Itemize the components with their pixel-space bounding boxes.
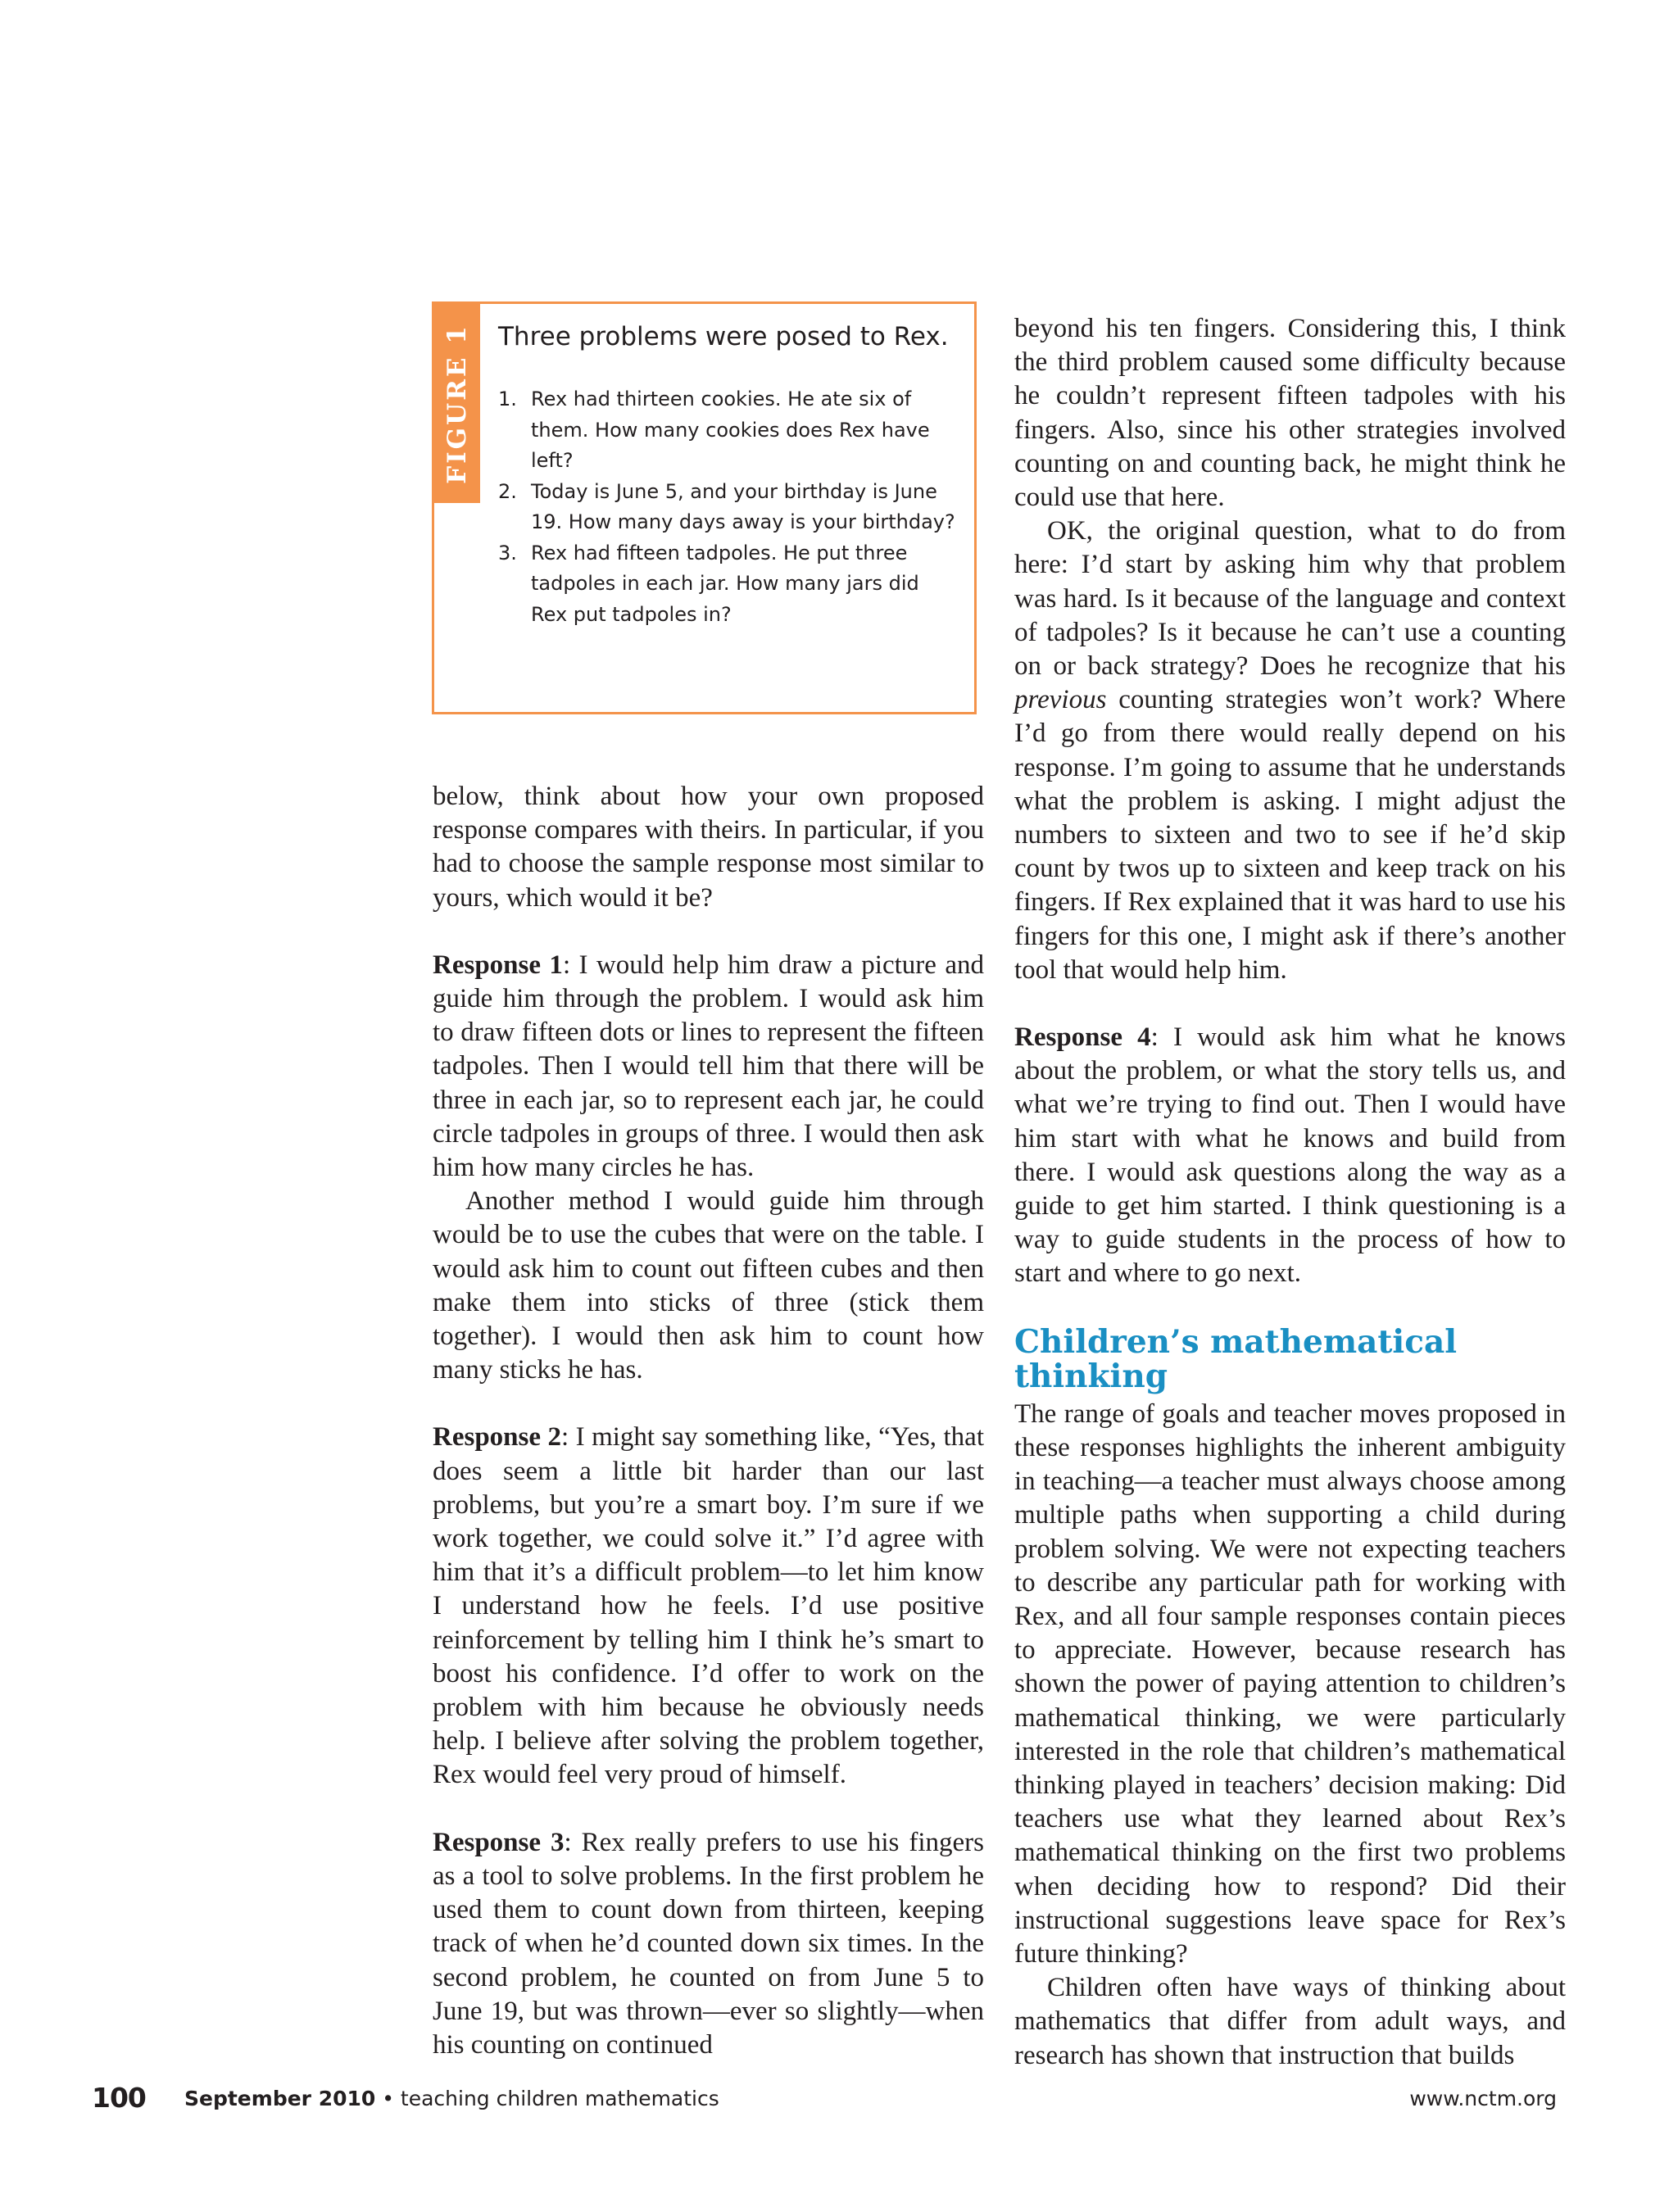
footer-url: www.nctm.org xyxy=(1409,2087,1557,2110)
response-1-paragraph xyxy=(433,949,984,1185)
problem-number: 1. xyxy=(498,388,517,410)
response-3-label: Response 3 xyxy=(433,1827,565,1857)
response-1-label: Response 1 xyxy=(433,950,563,980)
response-1-text: : I would help him draw a picture and guide him through the problem. I would ask him to draw fifteen dots or lines to represent the fifteen tadpoles. Then I would tell him that there will be three in each jar, so to represent each jar, he could circle tadpoles in groups of three. I would then ask him how many circles he has. xyxy=(433,950,984,1183)
response-4-paragraph xyxy=(1014,1021,1566,1291)
footer-separator: • xyxy=(375,2087,401,2110)
problem-text: Rex had thirteen cookies. He ate six of them. How many cookies does Rex have left? xyxy=(531,388,930,472)
right-column xyxy=(1014,312,1566,2073)
footer-month: September 2010 xyxy=(184,2087,376,2110)
page-footer xyxy=(92,2082,1557,2119)
response-3-text: : Rex really prefers to use his fingers as a tool to solve problems. In the first problem he used them to count down from thirteen, keeping track of when he’d counted down six times. In the second problem, he counted on from June 5 to June 19, but was thrown—ever so slightly—when his counting on continued xyxy=(433,1827,984,2060)
emphasis-previous: previous xyxy=(1014,685,1107,715)
response-3-paragraph xyxy=(433,1826,984,2062)
response-3-continuation: beyond his ten fingers. Considering this, I think the third problem caused some difficulty because he couldn’t represent fifteen tadpoles with his fingers. Also, since his other strategies involved counting on and counting back, he might think he could use that here. xyxy=(1014,314,1566,513)
response-2-text: : I might say something like, “Yes, that does seem a little bit harder than our last problems, but you’re a smart boy. I’m sure if we work together, we could solve it.” I’d agree with him that it’s a difficult problem—to let him know I understand how he feels. I’d use positive reinforcement by telling him I think he’s smart to boost his confidence. I’d offer to work on the problem with him because he obviously needs help. I believe after solving the problem together, Rex would feel very proud of himself. xyxy=(433,1422,984,1790)
intro-paragraph: below, think about how your own proposed response compares with theirs. In particular, if you had to choose the sample response most similar to yours, which would it be? xyxy=(433,782,984,913)
problem-text: Today is June 5, and your birthday is June 19. How many days away is your birthday? xyxy=(531,479,955,533)
paragraph-text: OK, the original question, what to do from here: I’d start by asking him why that problem was hard. Is it because of the language and context of tadpoles? Is it because he can’t use a counting on or back strategy? Does he recognize that his xyxy=(1014,516,1566,682)
response-4-text: : I would ask him what he knows about the problem, or what the story tells us, and what we’re trying to find out. Then I would have him start with what he knows and build from there. I would ask questions along the way as a guide to get him started. I think questioning is a way to guide students in the process of how to start and where to go next. xyxy=(1014,1022,1566,1289)
section-paragraph-1: The range of goals and teacher moves proposed in these responses highlights the inherent ambiguity in teaching—a teacher must always choose among multiple paths when supporting a child during problem solving. We were not expecting teachers to describe any particular path for working with Rex, and all four sample responses contain pieces to appreciate. However, because research has shown the power of paying attention to children’s mathematical thinking, we were particularly interested in the role that children’s mathematical thinking played in teachers’ decision making: Did teachers use what they learned about Rex’s mathematical thinking on the first two problems when deciding how to respond? Did their instructional suggestions leave space for Rex’s future thinking? xyxy=(1014,1398,1566,1969)
figure-problem-item xyxy=(498,538,957,631)
problem-number: 2. xyxy=(498,479,517,503)
response-2-label: Response 2 xyxy=(433,1422,561,1453)
figure-problem-item xyxy=(498,477,957,538)
section-paragraph-2: Children often have ways of thinking about mathematics that differ from adult ways, and research has shown that instruction that builds xyxy=(1014,1973,1566,2070)
footer-issue xyxy=(184,2087,719,2110)
footer-journal: teaching children mathematics xyxy=(400,2087,719,2110)
problem-text: Rex had fifteen tadpoles. He put three tadpoles in each jar. How many jars did Rex put tadpoles in? xyxy=(531,541,919,626)
figure-1-box xyxy=(432,301,977,714)
response-1-continued: Another method I would guide him through would be to use the cubes that were on the table. I would ask him to count out fifteen cubes and then make them into sticks of three (stick them together). I would then ask him to count how many sticks he has. xyxy=(433,1186,984,1385)
response-3-paragraph-2 xyxy=(1014,514,1566,987)
response-4-label: Response 4 xyxy=(1014,1022,1151,1053)
left-column xyxy=(433,780,984,2062)
figure-tab xyxy=(434,304,480,503)
section-heading: Children’s mathematical thinking xyxy=(1014,1322,1458,1395)
figure-problem-list xyxy=(498,384,957,630)
figure-problem-item xyxy=(498,384,957,477)
page-number: 100 xyxy=(92,2082,146,2114)
problem-number: 3. xyxy=(498,541,517,564)
figure-tab-label: FIGURE 1 xyxy=(442,323,472,484)
response-2-paragraph xyxy=(433,1421,984,1792)
paragraph-text: counting strategies won’t work? Where I’d go from there would really depend on his response. I’m going to assume that he understands what the problem is asking. I might adjust the numbers to sixteen and two to see if he’d skip count by twos up to sixteen and keep track on his fingers. If Rex explained that it was hard to use his fingers for this one, I might ask if there’s another tool that would help him. xyxy=(1014,685,1566,985)
figure-title: Three problems were posed to Rex. xyxy=(498,322,949,351)
